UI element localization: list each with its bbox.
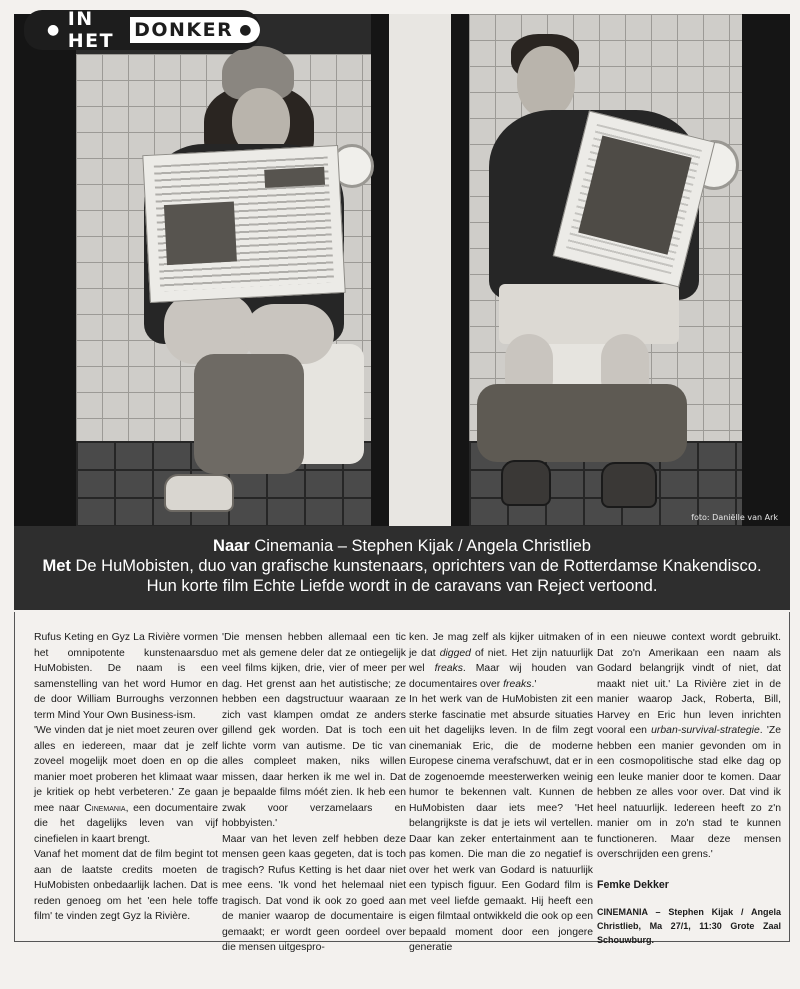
section-tab-part1: IN HET (67, 8, 115, 52)
stall-divider (371, 14, 389, 526)
section-tab (24, 10, 260, 50)
sneaker (164, 474, 234, 512)
bullet-icon: ● (47, 22, 61, 38)
paragraph: Rufus Keting en Gyz La Rivière vormen het omnipotente kunstenaarsduo HuMobisten. De naam is een samenstelling van het word Humor en de door William Burroughs verzonnen term Mind Your Own Business-ism. (34, 632, 218, 721)
stall-divider (451, 14, 469, 526)
caption-label-naar: Naar (213, 537, 250, 555)
paragraph: 'We vinden dat je niet moet zeuren over alles en iedereen, maar dat je zelf zoveel mogelijk moet doen en op die manier moet proberen het klimaat waar je kritiek op hebt verbeteren.' Ze gaan mee naar Cinemania, een documentaire die het dagelijks leven van vijf cinefielen in kaart brengt. (34, 725, 218, 845)
photo-right-stall (389, 14, 790, 526)
caption-film-title: Cinemania – Stephen Kijak / Angela Christlieb (254, 537, 591, 555)
door-panel-right (742, 14, 790, 526)
newspaper-left (142, 145, 345, 303)
photo-credit: foto: Daniëlle van Ark (691, 513, 778, 522)
caption-band (14, 526, 790, 610)
caption-label-met: Met (42, 557, 71, 575)
bullet-icon: ● (239, 22, 253, 38)
wall-segment (389, 14, 451, 526)
door-panel-left (14, 14, 76, 526)
article-column-4 (597, 630, 781, 947)
caption-line-3: Hun korte film Echte Liefde wordt in de caravans van Reject vertoond. (146, 577, 658, 595)
boot (601, 462, 657, 508)
boot (501, 460, 551, 506)
paragraph: ken. Je mag zelf als kijker uitmaken of je dat digged of niet. Het zijn natuurlijk wel freaks. Maar wij houden van documentaires over freaks.' (409, 632, 593, 690)
paragraph: 'Die mensen hebben allemaal een tic met als gemene deler dat ze ontiegelijk veel films kijken, drie, vier of meer per dag. Het grenst aan het autistische; ze hebben een dagstructuur waaraan ze zich vast klampen omdat ze anders gillend gek worden. Dat is toch een lichte vorm van autisme. De tic van alles compleet maken, niks willen missen, daar herken ik me wel in. Dat je bepaalde films móét zien. Ik heb een zwak voor verzamelaars en hobbyisten.' (222, 632, 406, 829)
article-body (14, 612, 790, 953)
caption-line-1 (14, 536, 790, 556)
screening-info: CINEMANIA – Stephen Kijak / Angela Christlieb, Ma 27/1, 11:30 Grote Zaal Schouwburg. (597, 907, 781, 945)
feature-photo (14, 14, 790, 526)
article-column-3 (409, 630, 593, 956)
section-tab-part2: DONKER (134, 19, 234, 41)
article-column-1 (34, 630, 218, 925)
article-column-2 (222, 630, 406, 956)
caption-guests: De HuMobisten, duo van grafische kunstenaars, oprichters van de Rotterdamse Knakendisco. (75, 557, 762, 575)
author-byline: Femke Dekker (597, 878, 669, 891)
paragraph: In het werk van de HuMobisten zit een sterke fascinatie met absurde situaties uit het dagelijks leven. In de film zegt cinemaniak Eric, die de moderne Europese cinema verafschuwt, dat er in de zogenoemde meesterwerken weinig humor te bekennen valt. Kunnen de HuMobisten daar iets mee? 'Het belangrijkste is dat je iets wil vertellen. Daar kan zeker entertainment aan te pas komen. Die man die zo negatief is over het werk van Godard is natuurlijk een typisch figuur. Een Godard film is met veel liefde gemaakt. Hij heeft een eigen filmtaal ontwikkeld die ook op een bepaald moment door een jongere generatie (409, 694, 593, 953)
caption-line-2 (14, 556, 790, 576)
paragraph: Vanaf het moment dat de film begint tot aan de laatste credits moeten de HuMobisten onbedaarlijk lachen. Dat is reden genoeg om het 'een hele toffe film' te vinden zegt Gyz la Rivière. (34, 849, 218, 922)
film-title-smallcaps: Cinemania (84, 802, 126, 814)
photo-left-stall (14, 14, 389, 526)
paragraph: Maar van het leven zelf hebben deze mensen geen kaas gegeten, dat is toch tragisch? Rufus Ketting is het daar niet mee eens. 'Ik vond het helemaal niet tragisch. Dat vond ik ook zo goed aan de manier waarop de documentaire is gemaakt; er wordt geen oordeel over die mensen uitgespro- (222, 833, 406, 953)
paragraph: in een nieuwe context wordt gebruikt. Dat zo'n Amerikaan een naam als Godard belangrijk vindt of niet, dat maakt niet uit.' La Rivière ziet in de manier waarop Jack, Roberta, Bill, Harvey en Eric hun leven inrichten vooral een urban-survival-strategie. 'Ze hebben een manier gevonden om in een cosmopolitische stad elke dag op een leuke manier door te komen. Daar hebben ze alles voor over. Dat vind ik heel natuurlijk. Iedereen heeft zo z'n manier om in zo'n stad te kunnen functioneren. Maar deze mensen overschrijden een grens.' (597, 632, 781, 860)
